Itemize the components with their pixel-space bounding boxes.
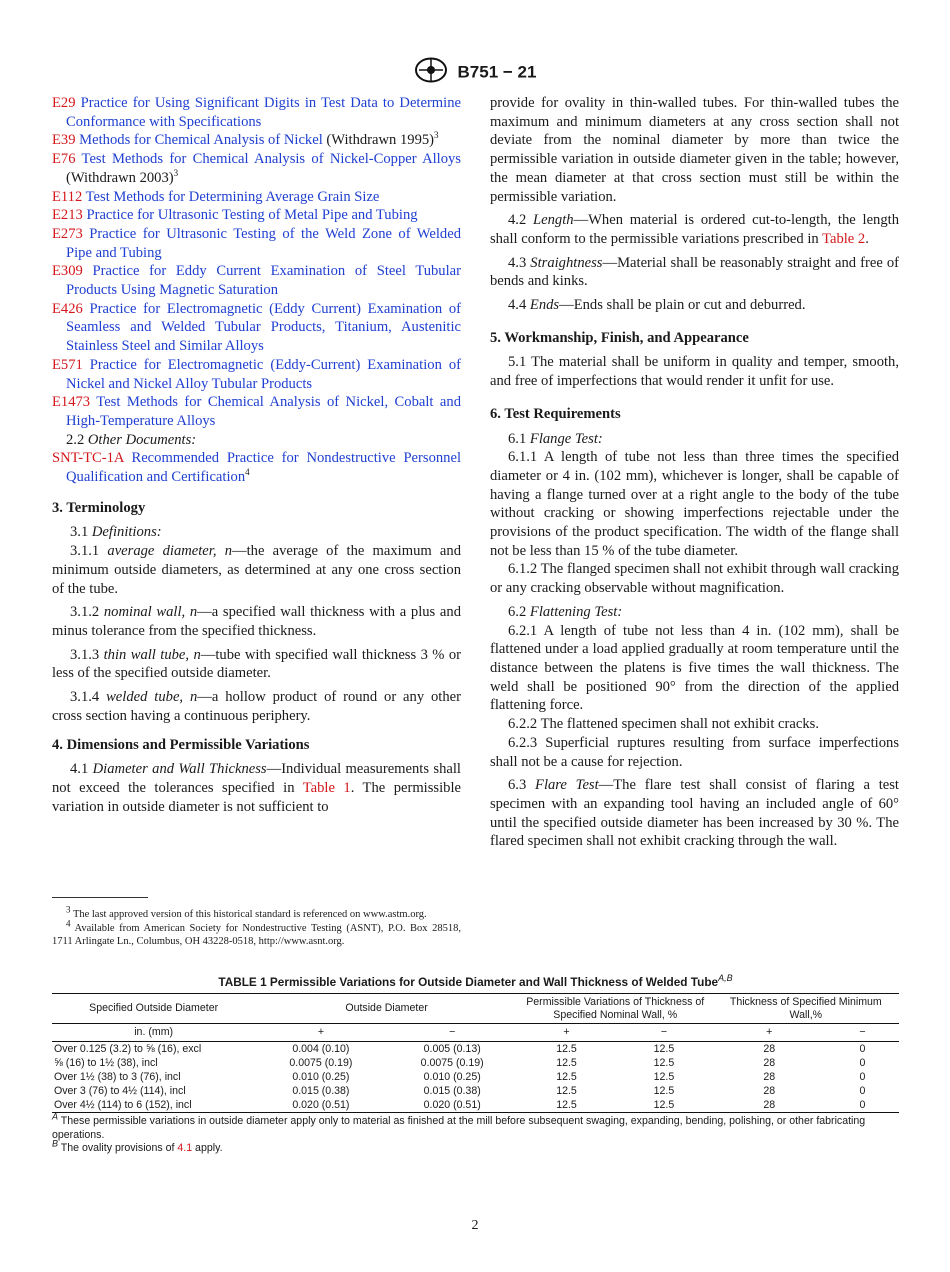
table-cell: Over 3 (76) to 4½ (114), incl xyxy=(54,1084,186,1097)
table-row xyxy=(52,1070,899,1084)
table-note-b: $^B$ The ovality provisions of 4.1 apply. xyxy=(52,1138,223,1155)
header-minimum-wall: Thickness of Specified Minimum Wall,% xyxy=(713,994,899,1024)
paragraph-4-1: 4.1 Diameter and Wall Thickness—Individual measurements shall not exceed the tolerances specified in Table 1. The permissible variation in outside diameter is not sufficient to xyxy=(52,761,461,815)
table-1-link[interactable]: Table 1 xyxy=(302,779,351,796)
reference-title[interactable]: Test Methods for Chemical Analysis of Nickel-Copper Alloys xyxy=(81,151,461,168)
document-code: B751 − 21 xyxy=(457,62,537,82)
reference-title[interactable]: Test Methods for Chemical Analysis of Nickel, Cobalt and High-Temperature Alloys xyxy=(66,394,461,429)
paragraph-6-2-2: 6.2.2 The flattened specimen shall not exhibit cracks. xyxy=(508,716,819,733)
right-column xyxy=(490,94,899,851)
reference-code[interactable]: E39 xyxy=(52,132,76,149)
reference-item xyxy=(52,356,461,393)
table-cell: 12.5 xyxy=(556,1042,577,1055)
table-cell: 0 xyxy=(826,1098,899,1113)
table-notes xyxy=(52,1111,899,1156)
table-cell: 12.5 xyxy=(556,1056,577,1069)
left-column xyxy=(52,94,461,816)
table-cell: 28 xyxy=(763,1084,776,1097)
table-cell: 0.005 (0.13) xyxy=(423,1042,481,1055)
subheader-sign: + xyxy=(518,1024,615,1042)
astm-logo xyxy=(414,57,448,88)
table-cell: 12.5 xyxy=(653,1084,675,1097)
subheader-sign: + xyxy=(713,1024,826,1042)
reference-code[interactable]: SNT-TC-1A xyxy=(52,450,124,467)
table-cell: 28 xyxy=(763,1056,776,1069)
reference-title[interactable]: Practice for Electromagnetic (Eddy Current) Examination of Seamless and Welded Tubular Products, Titanium, Austenitic Stainless Steel and Similar Alloys xyxy=(66,300,462,355)
table-cell: 0 xyxy=(859,1084,866,1097)
paragraph-6-2-3: 6.2.3 Superficial ruptures resulting from surface imperfections shall not be a cause for rejection. xyxy=(490,734,899,770)
section-5-title: 5. Workmanship, Finish, and Appearance xyxy=(490,329,749,346)
table-cell: 0.010 (0.25) xyxy=(423,1070,481,1083)
table-cell: 0.010 (0.25) xyxy=(292,1070,350,1083)
section-4-1-link[interactable]: 4.1 xyxy=(177,1142,193,1155)
reference-title[interactable]: Practice for Eddy Current Examination of Steel Tubular Products Using Magnetic Saturation xyxy=(66,263,461,299)
paragraph-6-1-2: 6.1.2 The flanged specimen shall not exhibit through wall cracking or any cracking observable without magnification. xyxy=(490,561,899,597)
section-4-title: 4. Dimensions and Permissible Variations xyxy=(52,736,310,753)
definitions-label: 3.1 Definitions: xyxy=(70,524,162,541)
table-cell: 0.015 (0.38) xyxy=(292,1084,350,1097)
table-cell: 12.5 xyxy=(653,1042,675,1055)
reference-code[interactable]: E112 xyxy=(52,188,83,205)
reference-title[interactable]: Practice for Ultrasonic Testing of the Weld Zone of Welded Pipe and Tubing xyxy=(66,225,461,261)
definition-3-1-3: 3.1.3 thin wall tube, n—tube with specified wall thickness 3 % or less of the specified outside diameter. xyxy=(52,646,461,682)
subheader-sign: − xyxy=(826,1024,899,1042)
paragraph-6-2: 6.2 Flattening Test: xyxy=(508,603,623,620)
reference-code[interactable]: E76 xyxy=(52,151,76,168)
table-cell: 0.0075 (0.19) xyxy=(420,1056,484,1069)
reference-item xyxy=(52,393,461,430)
table-note-a: $^A$ These permissible variations in outside diameter apply only to material as finished at the mill before subsequent swaging, expanding, bending, polishing, or other fabricating operations. xyxy=(52,1111,866,1141)
table-row xyxy=(52,1041,899,1056)
footnote-3: $^3$ The last approved version of this historical standard is referenced on www.astm.org. xyxy=(66,904,427,920)
reference-item xyxy=(52,262,461,299)
table-cell: 28 xyxy=(713,1098,826,1113)
table-cell: 0 xyxy=(859,1070,866,1083)
page-header xyxy=(0,57,950,88)
table-cell: 12.5 xyxy=(556,1084,577,1097)
footnote-mark: 4 xyxy=(245,467,250,478)
table-cell: 0.004 (0.10) xyxy=(292,1042,350,1055)
paragraph-4-4: 4.4 Ends—Ends shall be plain or cut and deburred. xyxy=(508,297,806,314)
paragraph-6-1-1: 6.1.1 A length of tube not less than three times the specified diameter or 4 in. (102 mm), whichever is longer, shall be capable of having a flange turned over at a right angle to the body of the tube without cracking or showing imperfections rejectable under the provisions of the product specification. The width of the flange shall not be less than 15 % of the tube diameter. xyxy=(490,449,899,559)
reference-item xyxy=(52,188,461,207)
paragraph-5-1: 5.1 The material shall be uniform in quality and temper, smooth, and free of imperfections that would render it unfit for use. xyxy=(490,354,899,390)
reference-title[interactable]: Recommended Practice for Nondestructive Personnel Qualification and Certification xyxy=(66,450,461,486)
definition-3-1-2: 3.1.2 nominal wall, n—a specified wall thickness with a plus and minus tolerance from the specified thickness. xyxy=(52,604,461,639)
subheader-units: in. (mm) xyxy=(52,1024,255,1042)
reference-item xyxy=(52,206,461,225)
table-cell: 0.0075 (0.19) xyxy=(289,1056,353,1069)
table-1 xyxy=(52,975,899,1156)
table-cell: 0.015 (0.38) xyxy=(423,1084,481,1097)
reference-code[interactable]: E426 xyxy=(52,300,83,317)
table-cell: 12.5 xyxy=(518,1098,615,1113)
reference-code[interactable]: E1473 xyxy=(52,394,91,411)
table-header-row xyxy=(52,994,899,1024)
other-documents-label: 2.2 Other Documents: xyxy=(66,431,197,448)
header-nominal-wall: Permissible Variations of Thickness of Specified Nominal Wall, % xyxy=(518,994,713,1024)
table-1-caption: TABLE 1 Permissible Variations for Outside Diameter and Wall Thickness of Welded Tube$^{A,B}$ xyxy=(218,973,733,989)
header-specified-od: Specified Outside Diameter xyxy=(52,994,255,1024)
paragraph-4-3: 4.3 Straightness—Material shall be reasonably straight and free of bends and kinks. xyxy=(490,254,899,290)
definitions-list xyxy=(52,542,461,725)
section-3-title: 3. Terminology xyxy=(52,499,146,516)
table-row xyxy=(52,1056,899,1070)
footnote-divider xyxy=(52,897,148,898)
reference-title[interactable]: Practice for Using Significant Digits in Test Data to Determine Conformance with Specifications xyxy=(66,95,461,130)
subheader-sign: − xyxy=(387,1024,518,1042)
definition-3-1-1: 3.1.1 average diameter, n—the average of the maximum and minimum outside diameters, as determined at any one cross section of the tube. xyxy=(52,543,461,597)
table-cell: Over 1½ (38) to 3 (76), incl xyxy=(54,1070,181,1083)
section-6-title: 6. Test Requirements xyxy=(490,405,621,422)
table-cell: 12.5 xyxy=(653,1056,675,1069)
paragraph-6-2-1: 6.2.1 A length of tube not less than 4 in. (102 mm), shall be flattened under a load applied gradually at room temperature until the distance between the platens is five times the wall thickness. The weld shall be positioned 90° from the direction of the applied flattening force. xyxy=(490,622,899,714)
reference-item: E76 Test Methods for Chemical Analysis of Nickel-Copper Alloys (Withdrawn 2003)$^3$ xyxy=(52,151,461,186)
reference-item xyxy=(52,225,461,262)
table-1-grid xyxy=(52,993,899,1113)
table-cell: 0 xyxy=(859,1056,866,1069)
table-cell: 12.5 xyxy=(556,1070,577,1083)
table-body xyxy=(52,1041,899,1112)
reference-code[interactable]: E309 xyxy=(52,263,83,280)
definition-3-1-4: 3.1.4 welded tube, n—a hollow product of round or any other cross section having a continuous periphery. xyxy=(52,689,461,724)
table-cell: Over 4½ (114) to 6 (152), incl xyxy=(52,1098,255,1113)
subheader-sign: + xyxy=(255,1024,386,1042)
table-cell: 28 xyxy=(763,1070,776,1083)
reference-snt xyxy=(52,449,461,486)
reference-title[interactable]: Methods for Chemical Analysis of Nickel xyxy=(79,132,323,149)
table-row xyxy=(52,1084,899,1098)
reference-code[interactable]: E571 xyxy=(52,356,83,373)
paragraph-4-2: 4.2 Length—When material is ordered cut-to-length, the length shall conform to the permissible variations prescribed in Table 2. xyxy=(490,212,899,247)
reference-code[interactable]: E213 xyxy=(52,207,83,224)
header-outside-diameter: Outside Diameter xyxy=(255,994,518,1024)
table-row xyxy=(52,1098,899,1113)
reference-code[interactable]: E273 xyxy=(52,225,83,242)
table-cell: ⅝ (16) to 1½ (38), incl xyxy=(54,1056,158,1069)
table-subheader-row xyxy=(52,1024,899,1042)
footnote-4: $^4$ Available from American Society for Nondestructive Testing (ASNT), P.O. Box 28518, 1711 Arlingate Ln., Columbus, OH 43228-0518, http://www.asnt.org. xyxy=(52,918,461,948)
reference-item xyxy=(52,94,461,131)
paragraph-6-1: 6.1 Flange Test: xyxy=(508,430,603,447)
subheader-sign: − xyxy=(615,1024,712,1042)
table-cell: 0 xyxy=(859,1042,866,1055)
table-cell: 0.020 (0.51) xyxy=(255,1098,386,1113)
table-cell: 12.5 xyxy=(615,1098,712,1113)
reference-title[interactable]: Practice for Electromagnetic (Eddy-Current) Examination of Nickel and Nickel Alloy Tubular Products xyxy=(66,356,461,392)
page-number: 2 xyxy=(471,1218,479,1233)
table-cell: 12.5 xyxy=(653,1070,675,1083)
table-cell: 0.020 (0.51) xyxy=(387,1098,518,1113)
table-cell: 28 xyxy=(763,1042,776,1055)
reference-code[interactable]: E29 xyxy=(52,95,76,111)
table-2-link[interactable]: Table 2 xyxy=(822,230,866,247)
reference-list xyxy=(52,94,461,431)
reference-item: E39 Methods for Chemical Analysis of Nickel (Withdrawn 1995)$^3$ xyxy=(52,130,439,149)
reference-title[interactable]: Test Methods for Determining Average Grain Size xyxy=(85,188,380,205)
paragraph-4-1-continued: provide for ovality in thin-walled tubes. For thin-walled tubes the maximum and minimum diameters at any cross section shall not deviate from the nominal diameter by more than twice the permissible variation in outside diameter given in the table; however, the mean diameter at that cross section must still be within the permissible variation. xyxy=(490,95,899,205)
table-cell: Over 0.125 (3.2) to ⅝ (16), excl xyxy=(54,1042,202,1055)
reference-item xyxy=(52,300,461,356)
reference-title[interactable]: Practice for Ultrasonic Testing of Metal Pipe and Tubing xyxy=(86,207,418,224)
footnotes xyxy=(52,897,461,949)
paragraph-6-3: 6.3 Flare Test—The flare test shall consist of flaring a test specimen with an expanding tool having an included angle of 60° until the specified outside diameter has been increased by 30 %. The flared specimen shall not exhibit cracking through the wall. xyxy=(490,777,899,850)
